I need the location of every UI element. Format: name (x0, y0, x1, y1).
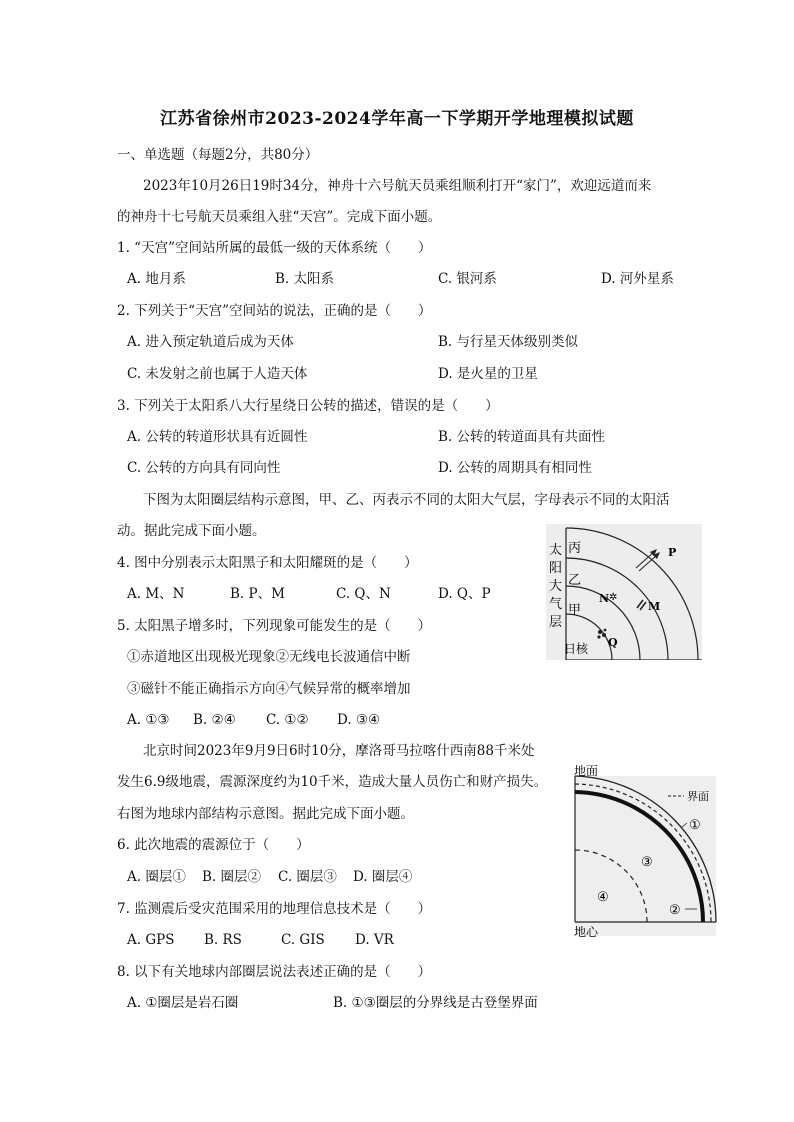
passage-2-line-1: 下图为太阳圈层结构示意图，甲、乙、丙表示不同的太阳大气层，字母表示不同的太阳活 (143, 492, 670, 508)
question-5-option-a: A. ①③ (127, 712, 170, 728)
passage-3-line-3: 右图为地球内部结构示意图。据此完成下面小题。 (117, 806, 414, 822)
question-8-stem: 8. 以下有关地球内部圈层说法表述正确的是（ ） (117, 964, 432, 980)
layer-label-yi: 乙 (568, 573, 582, 588)
layer-1-label: ① (689, 818, 701, 833)
question-1-option-b: B. 太阳系 (275, 271, 335, 287)
question-6-option-a: A. 圈层① (127, 869, 186, 885)
question-8-option-b: B. ①③圈层的分界线是古登堡界面 (333, 995, 538, 1011)
activity-label-q: Q (608, 636, 618, 649)
flare-burst-icon: ✲ (609, 592, 618, 603)
question-4-option-c: C. Q、N (336, 586, 391, 602)
question-1-option-c: C. 银河系 (438, 271, 497, 287)
layer-label-jia: 甲 (568, 603, 582, 618)
svg-text:阳: 阳 (549, 561, 563, 576)
activity-label-n: N (599, 592, 610, 605)
question-3-option-d: D. 公转的周期具有相同性 (438, 460, 592, 476)
activity-label-p: P (668, 546, 677, 559)
section-heading: 一、单选题（每题2分，共80分） (117, 147, 319, 163)
question-5-stem: 5. 太阳黑子增多时，下列现象可能发生的是（ ） (117, 618, 432, 634)
activity-label-m: M (648, 600, 661, 613)
passage-2-line-2: 动。据此完成下面小题。 (117, 523, 266, 539)
sun-atmosphere-side-label (549, 542, 562, 630)
question-5-option-c: C. ①② (266, 712, 309, 728)
svg-text:气: 气 (549, 597, 563, 612)
passage-3-line-1: 北京时间2023年9月9日6时10分，摩洛哥马拉喀什西南88千米处 (143, 743, 535, 759)
question-4-option-d: D. Q、P (438, 586, 491, 602)
question-5-statement-2: ③磁针不能正确指示方向④气候异常的概率增加 (127, 681, 411, 697)
svg-text:大: 大 (549, 579, 563, 594)
question-5-option-d: D. ③④ (337, 712, 381, 728)
interface-label: 界面 (687, 790, 709, 803)
layer-label-core: 日核 (564, 642, 589, 656)
layer-3-label: ③ (641, 855, 653, 870)
passage-1-line-1: 2023年10月26日19时34分，神舟十六号航天员乘组顺利打开“家门”，欢迎远道而来 (143, 178, 652, 194)
surface-label: 地面 (574, 764, 599, 778)
question-6-option-c: C. 圈层③ (278, 869, 337, 885)
question-2-option-c: C. 未发射之前也属于人造天体 (127, 366, 308, 382)
svg-text:层: 层 (549, 615, 563, 630)
question-4-option-b: B. P、M (230, 586, 285, 602)
question-1-option-d: D. 河外星系 (601, 271, 674, 287)
question-2-stem: 2. 下列关于“天宫”空间站的说法，正确的是（ ） (117, 303, 432, 319)
question-3-option-c: C. 公转的方向具有同向性 (127, 460, 281, 476)
center-label: 地心 (574, 925, 599, 939)
svg-text:太: 太 (549, 543, 563, 558)
question-6-option-b: B. 圈层② (202, 869, 262, 885)
passage-1-line-2: 的神舟十七号航天员乘组入驻“天宫”。完成下面小题。 (117, 209, 442, 225)
question-7-option-a: A. GPS (127, 932, 175, 948)
question-7-option-c: C. GIS (281, 932, 325, 948)
question-8-option-a: A. ①圈层是岩石圈 (127, 995, 239, 1011)
question-2-option-d: D. 是火星的卫星 (438, 366, 538, 382)
earth-interior-diagram (571, 764, 719, 940)
layer-4-label: ④ (597, 890, 609, 905)
question-3-stem: 3. 下列关于太阳系八大行星绕日公转的描述，错误的是（ ） (117, 398, 499, 414)
question-3-option-a: A. 公转的转道形状具有近圆性 (127, 429, 308, 445)
page-title: 江苏省徐州市2023-2024学年高一下学期开学地理模拟试题 (160, 109, 634, 129)
question-4-stem: 4. 图中分别表示太阳黑子和太阳耀斑的是（ ） (117, 555, 418, 571)
question-7-stem: 7. 监测震后受灾范围采用的地理信息技术是（ ） (117, 901, 432, 917)
question-6-stem: 6. 此次地震的震源位于（ ） (117, 837, 310, 853)
question-5-statement-1: ①赤道地区出现极光现象②无线电长波通信中断 (127, 649, 411, 665)
question-3-option-b: B. 公转的转道面具有共面性 (438, 429, 606, 445)
question-4-option-a: A. M、N (127, 586, 185, 602)
sun-structure-diagram (546, 524, 702, 660)
question-1-option-a: A. 地月系 (127, 271, 186, 287)
layer-label-bing: 丙 (568, 541, 582, 556)
layer-2-label: ② (669, 903, 681, 918)
question-5-option-b: B. ②④ (193, 712, 236, 728)
question-6-option-d: D. 圈层④ (353, 869, 413, 885)
passage-3-line-2: 发生6.9级地震，震源深度约为10千米，造成大量人员伤亡和财产损失。 (117, 774, 548, 790)
question-7-option-d: D. VR (355, 932, 394, 948)
question-2-option-a: A. 进入预定轨道后成为天体 (127, 334, 294, 350)
question-2-option-b: B. 与行星天体级别类似 (438, 334, 579, 350)
question-7-option-b: B. RS (204, 932, 242, 948)
question-1-stem: 1. “天宫”空间站所属的最低一级的天体系统（ ） (117, 240, 432, 256)
